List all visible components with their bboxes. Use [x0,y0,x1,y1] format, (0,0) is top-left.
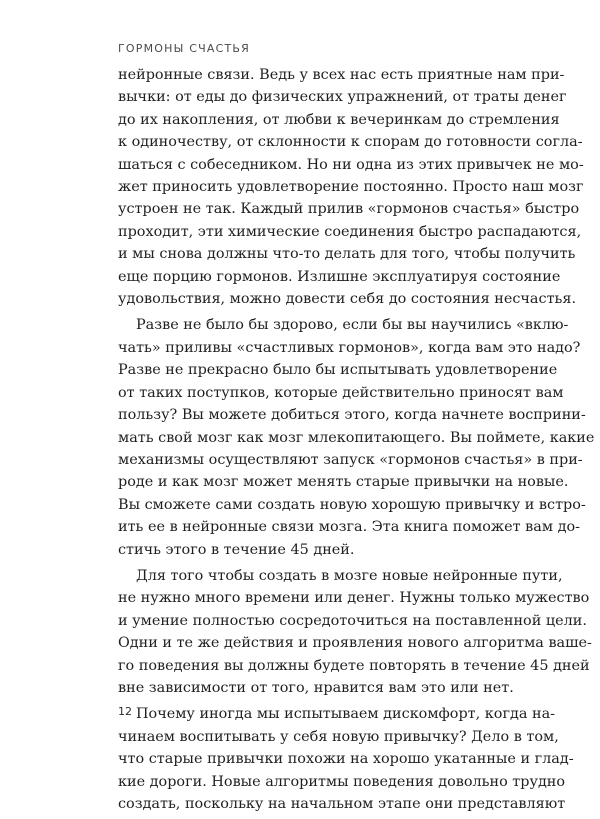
text-line: шаться с собеседником. Но ни одна из этих привычек не мо- [118,156,584,173]
text-line: Вы сможете сами создать новую хорошую привычку и встро- [118,496,586,513]
text-line: Разве не было бы здорово, если бы вы научились «вклю- [136,317,569,334]
paragraph-2 [118,314,595,560]
paragraph-3 [118,565,592,699]
text-line: пользу? Вы можете добиться этого, когда начнете восприни- [118,407,586,424]
text-line: удовольствия, можно довести себя до состояния несчастья. [118,291,577,308]
running-header: ГОРМОНЫ СЧАСТЬЯ [118,42,250,55]
text-line: механизмы осуществляют запуск «гормонов счастья» в при- [118,451,583,468]
text-line: кие дороги. Новые алгоритмы поведения довольно трудно [118,773,566,790]
text-line: жет приносить удовлетворение постоянно. Просто наш мозг [118,179,584,196]
text-line: и умение полностью сосредоточиться на поставленной цели. [118,612,587,629]
text-line: вычки: от еды до физических упражнений, от траты денег [118,89,567,106]
text-line: чать» приливы «счастливых гормонов», когда вам это надо? [118,339,581,356]
text-line: устроен не так. Каждый прилив «гормонов счастья» быстро [118,201,580,218]
page-number: 12 [118,705,132,718]
text-line: еще порцию гормонов. Излишне эксплуатируя состояние [118,268,561,285]
text-line: создать, поскольку на начальном этапе они представляют [118,796,566,812]
text-line: что старые привычки похожи на хорошо укатанные и глад- [118,751,574,768]
text-line: ить ее в нейронные связи мозга. Эта книга поможет вам до- [118,519,581,536]
body-text [118,64,595,819]
text-line: от таких поступков, которые действительно приносят вам [118,384,564,401]
text-line: до их накопления, от любви к вечеринкам до стремления [118,111,560,128]
text-line: и мы снова должны что-то делать для того, чтобы получить [118,246,576,263]
text-line: Одни и те же действия и проявления нового алгоритма ваше- [118,635,592,652]
text-line: роде и как мозг может менять старые привычки на новые. [118,474,569,491]
paragraph-4 [118,703,574,815]
text-line: не нужно много времени или денег. Нужны только мужество [118,590,590,607]
text-line: мать свой мозг как мозг млекопитающего. Вы поймете, какие [118,429,595,446]
text-line: стичь этого в течение 45 дней. [118,541,355,558]
text-line: вне зависимости от того, нравится вам это или нет. [118,679,514,696]
text-line: Для того чтобы создать в мозге новые нейронные пути, [136,567,563,584]
paragraph-1 [118,64,584,310]
text-line: Разве не прекрасно было бы испытывать удовлетворение [118,362,558,379]
text-line: проходит, эти химические соединения быстро распадаются, [118,223,582,240]
text-line: го поведения вы должны будете повторять в течение 45 дней [118,657,590,674]
text-line: к одиночеству, от склонности к спорам до готовности согла- [118,134,583,151]
text-line: нейронные связи. Ведь у всех нас есть приятные нам при- [118,67,565,83]
text-line: чинаем воспитывать у себя новую привычку? Дело в том, [118,728,559,745]
text-line: Почему иногда мы испытываем дискомфорт, когда на- [136,706,556,723]
